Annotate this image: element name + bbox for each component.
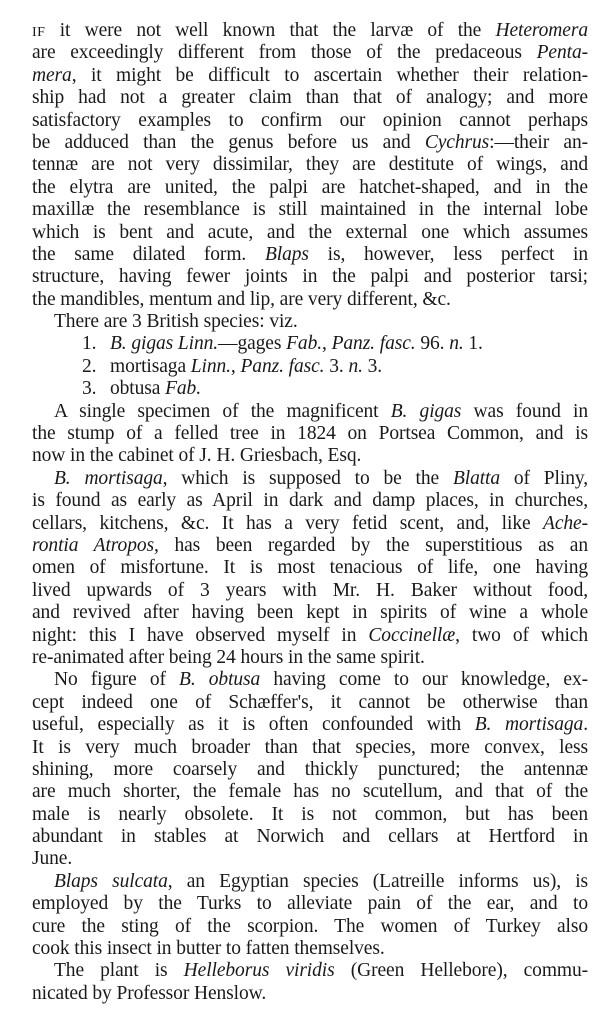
text-line: employed by the Turks to alleviate pain of the ear, and to: [32, 893, 588, 915]
italic-term: Panz.: [331, 333, 375, 355]
text-line: shining, more coarsely and thickly punctured; the antennæ: [32, 758, 588, 780]
italic-term: Panz.: [240, 355, 284, 377]
list-number: 2.: [82, 355, 97, 377]
italic-term: n.: [348, 355, 363, 377]
list-text: mortisaga Linn., Panz. fasc. 3. n. 3.: [110, 355, 383, 377]
species-list-item: [32, 356, 588, 378]
text-line: No figure of B. obtusa having come to our knowledge, ex-: [54, 669, 588, 691]
text-line: IF it were not well known that the larvæ of the Heteromera: [32, 20, 588, 41]
italic-term: Linn.: [177, 333, 219, 355]
italic-term: Heteromera: [495, 20, 588, 41]
text-line: now in the cabinet of J. H. Griesbach, Esq.: [32, 445, 362, 467]
text-line: maxillæ the resemblance is still maintained in the internal lobe: [32, 199, 588, 221]
text-line: tennæ are not very dissimilar, they are destitute of wings, and: [32, 154, 588, 176]
paragraph-p5: [32, 871, 588, 961]
text-line: satisfactory examples to confirm our opinion cannot perhaps: [32, 109, 588, 131]
italic-term: Linn.: [190, 355, 231, 377]
italic-term: B. gigas: [390, 400, 462, 422]
species-list-item: [32, 333, 588, 355]
text-line: cellars, kitchens, &c. It has a very fetid scent, and, like Ache-: [32, 512, 588, 534]
text-line: the elytra are united, the palpi are hatchet-shaped, and in the: [32, 176, 588, 198]
paragraph-p4: [32, 669, 588, 871]
italic-term: fasc.: [379, 333, 416, 355]
italic-term: Helleborus viridis: [183, 960, 335, 982]
text-line: night: this I have observed myself in Coccinellæ, two of which: [32, 624, 588, 646]
paragraph-p1: [32, 20, 588, 311]
text-line: useful, especially as it is often confounded with B. mortisaga.: [32, 714, 588, 736]
text-line: the mandibles, mentum and lip, are very different, &c.: [32, 288, 451, 310]
paragraph-species-intro: [32, 311, 588, 333]
text-line: June.: [32, 848, 73, 870]
italic-term: Coccinellæ: [368, 624, 456, 646]
text-line: ship had not a greater claim than that of analogy; and more: [32, 87, 588, 109]
page-text: [32, 20, 588, 1005]
text-line: mera, it might be difficult to ascertain whether their relation-: [32, 64, 588, 86]
text-line: and revived after having been kept in spirits of wine a whole: [32, 602, 588, 624]
text-line: male is nearly obsolete. It is not common, but has been: [32, 803, 588, 825]
text-line: re-animated after being 24 hours in the same spirit.: [32, 646, 425, 668]
italic-term: fasc.: [288, 355, 325, 377]
list-text: obtusa Fab.: [110, 378, 201, 400]
paragraph-p3: [32, 468, 588, 670]
text-line: B. mortisaga, which is supposed to be the Blatta of Pliny,: [54, 467, 588, 489]
italic-term: Penta-: [536, 42, 588, 64]
text-line: It is very much broader than that species, more convex, less: [32, 736, 588, 758]
text-line: are exceedingly different from those of the predaceous Penta-: [32, 42, 588, 64]
italic-term: Fab.: [165, 378, 201, 400]
text-line: The plant is Helleborus viridis (Green Hellebore), commu-: [54, 960, 589, 982]
text-line: A single specimen of the magnificent B. gigas was found in: [54, 400, 588, 422]
text-line: omen of misfortune. It is most tenacious of life, one having: [32, 557, 588, 579]
text-line: cook this insect in butter to fatten themselves.: [32, 938, 385, 960]
text-line: the same dilated form. Blaps is, however, less perfect in: [32, 243, 589, 265]
italic-term: Blaps sulcata: [54, 870, 168, 892]
text-line: is found as early as April in dark and damp places, in churches,: [32, 490, 588, 512]
species-list-item: [32, 378, 588, 400]
italic-term: Ache-: [543, 512, 588, 534]
italic-term: B. mortisaga: [54, 467, 163, 489]
text-line: There are 3 British species: viz.: [54, 311, 298, 333]
text-line: be adduced than the genus before us and Cychrus:—their an-: [32, 131, 589, 153]
italic-term: B. obtusa: [179, 669, 261, 691]
text-line: structure, having fewer joints in the palpi and posterior tarsi;: [32, 266, 588, 288]
italic-term: mera: [32, 64, 72, 86]
text-line: rontia Atropos, has been regarded by the superstitious as an: [32, 534, 589, 556]
text-line: which is bent and acute, and the external one which assumes: [32, 221, 588, 243]
italic-term: B. gigas: [110, 333, 174, 355]
list-number: 1.: [82, 333, 97, 355]
list-number: 3.: [82, 378, 97, 400]
text-line: nicated by Professor Henslow.: [32, 982, 267, 1004]
list-text: B. gigas Linn.—gages Fab., Panz. fasc. 96. n. 1.: [110, 333, 483, 355]
text-line: are much shorter, the female has no scutellum, and that of the: [32, 781, 588, 803]
italic-term: B. mortisaga: [474, 714, 584, 736]
paragraph-species-list: [32, 333, 588, 400]
italic-term: Cychrus: [424, 131, 490, 153]
text-line: abundant in stables at Norwich and cellars at Hertford in: [32, 826, 588, 848]
italic-term: Blatta: [452, 467, 501, 489]
paragraph-p6: [32, 960, 588, 1005]
text-line: cept indeed one of Schæffer's, it cannot be otherwise than: [32, 691, 588, 713]
text-line: Blaps sulcata, an Egyptian species (Latreille informs us), is: [54, 870, 589, 892]
italic-term: Blaps: [264, 243, 309, 265]
paragraph-p2: [32, 401, 588, 468]
text-line: lived upwards of 3 years with Mr. H. Baker without food,: [32, 579, 588, 601]
text-line: the stump of a felled tree in 1824 on Portsea Common, and is: [32, 423, 588, 445]
italic-term: Fab.: [286, 333, 323, 355]
italic-term: n.: [449, 333, 464, 355]
italic-term: rontia Atropos: [32, 534, 155, 556]
text-line: cure the sting of the scorpion. The women of Turkey also: [32, 915, 588, 937]
